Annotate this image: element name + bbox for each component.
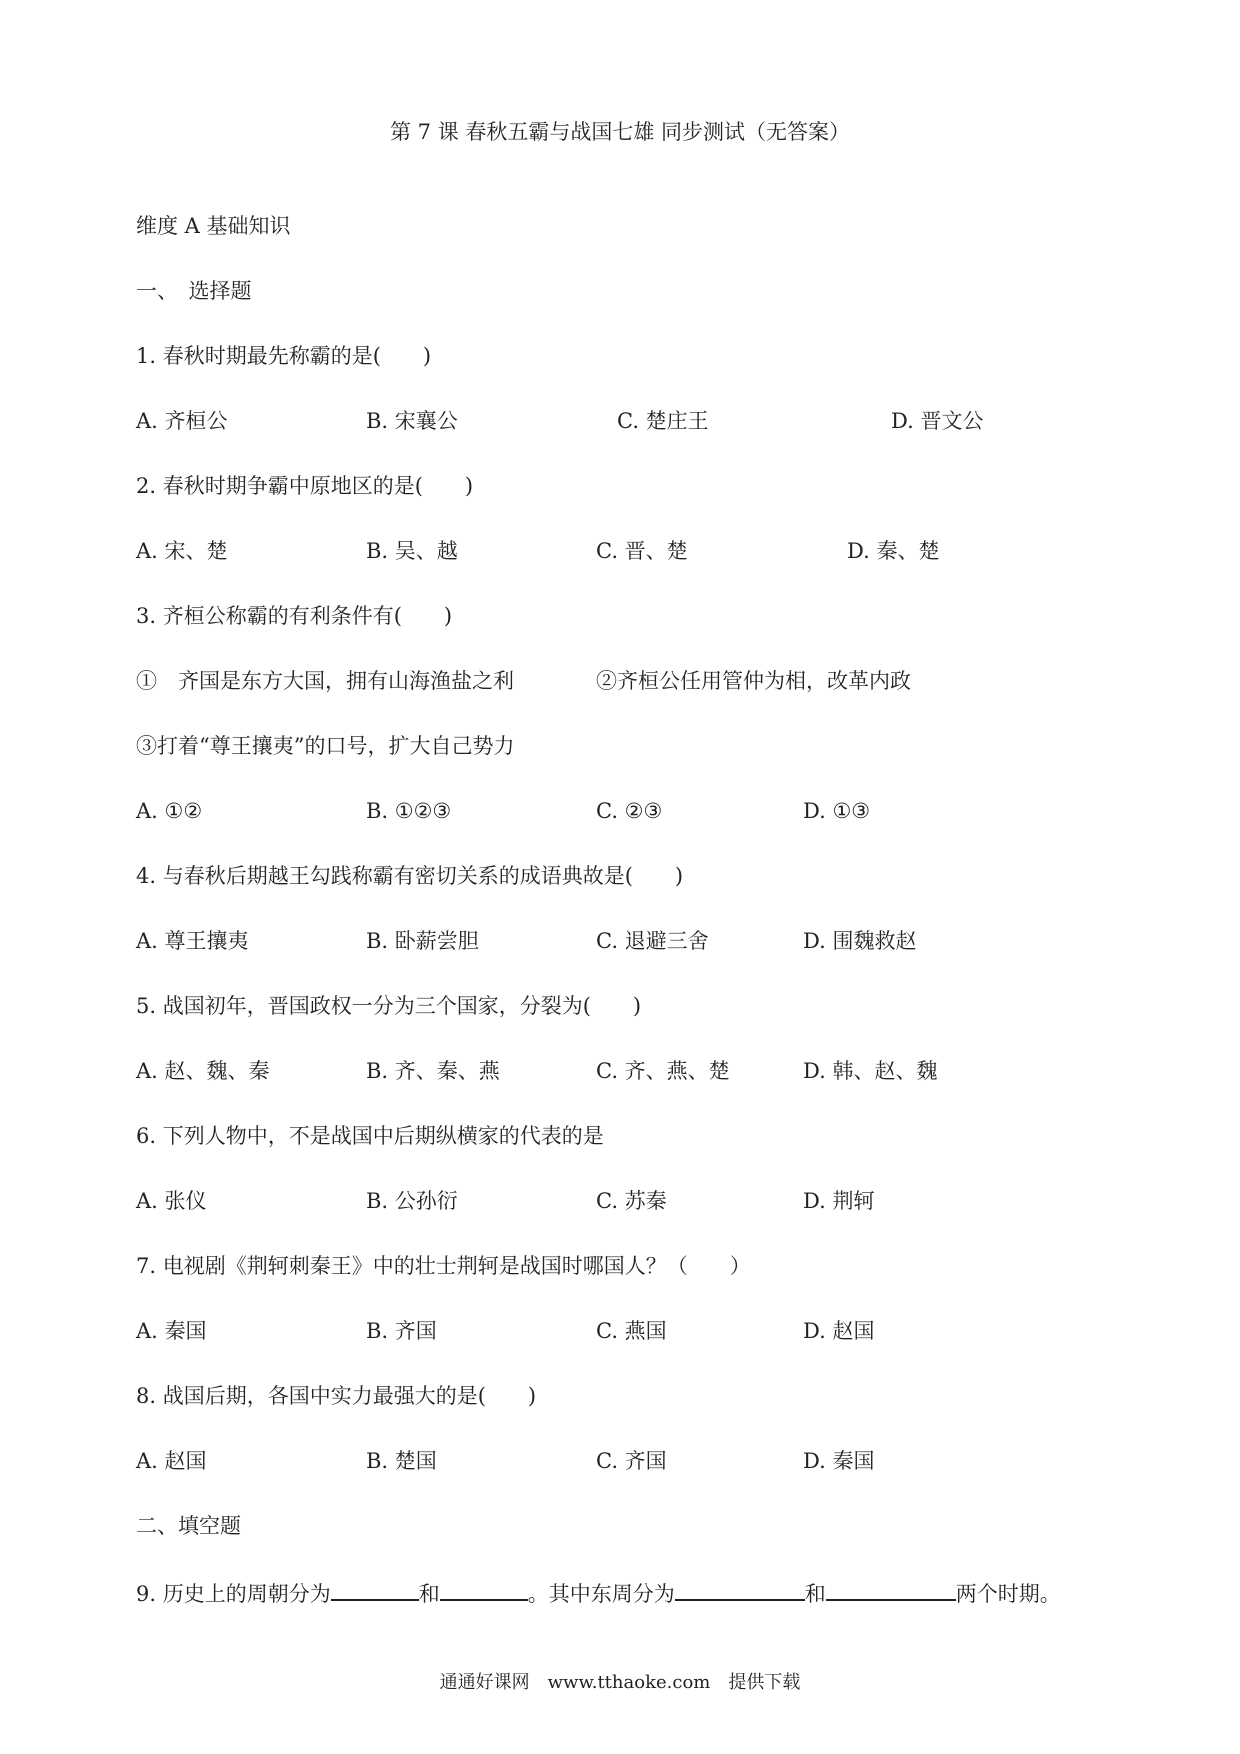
option-c: C. 退避三舍 [596, 929, 709, 953]
option-b: B. 吴、越 [366, 539, 458, 563]
option-d: D. 赵国 [803, 1319, 875, 1343]
option-b: B. 卧薪尝胆 [366, 929, 479, 953]
option-d: D. 围魏救赵 [803, 929, 917, 953]
option-a: A. 秦国 [136, 1319, 207, 1343]
option-a: A. 宋、楚 [136, 539, 228, 563]
condition-item: ③打着“尊王攘夷”的口号，扩大自己势力 [136, 734, 515, 758]
option-c: C. ②③ [596, 799, 663, 823]
option-d: D. ①③ [803, 799, 871, 823]
page-footer: 通通好课网 www.tthaoke.com 提供下载 [439, 1672, 801, 1693]
option-a: A. 赵国 [136, 1449, 207, 1473]
fill-text: 和 [804, 1582, 826, 1606]
part-heading-choice: 一、 选择题 [136, 279, 252, 303]
fill-text: 。其中东周分为 [527, 1582, 675, 1606]
question-stem: 6. 下列人物中，不是战国中后期纵横家的代表的是 [136, 1124, 604, 1148]
fill-text: 两个时期。 [955, 1582, 1061, 1606]
option-c: C. 燕国 [596, 1319, 667, 1343]
question-stem: 4. 与春秋后期越王勾践称霸有密切关系的成语典故是( ) [136, 864, 684, 888]
answer-blank[interactable] [331, 1577, 419, 1601]
question-stem: 2. 春秋时期争霸中原地区的是( ) [136, 474, 474, 498]
question-stem: 7. 电视剧《荆轲刺秦王》中的壮士荆轲是战国时哪国人？（ ） [136, 1254, 751, 1278]
page-title: 第 7 课 春秋五霸与战国七雄 同步测试（无答案） [389, 120, 851, 144]
answer-blank[interactable] [675, 1577, 805, 1601]
answer-blank[interactable] [440, 1577, 528, 1601]
option-b: B. 齐国 [366, 1319, 437, 1343]
section-heading: 维度 A 基础知识 [136, 214, 291, 238]
option-a: A. 赵、魏、秦 [136, 1059, 270, 1083]
option-c: C. 晋、楚 [596, 539, 688, 563]
option-c: C. 齐国 [596, 1449, 667, 1473]
option-b: B. 楚国 [366, 1449, 437, 1473]
fill-text: 9. 历史上的周朝分为 [136, 1582, 331, 1606]
option-c: C. 齐、燕、楚 [596, 1059, 730, 1083]
part-heading-fill: 二、填空题 [136, 1514, 241, 1538]
option-b: B. 公孙衍 [366, 1189, 458, 1213]
fill-question [136, 1577, 1061, 1608]
condition-item: ① 齐国是东方大国，拥有山海渔盐之利 [136, 669, 514, 693]
option-a: A. 张仪 [136, 1189, 207, 1213]
option-b: B. ①②③ [366, 799, 452, 823]
answer-blank[interactable] [826, 1577, 956, 1601]
option-a: A. 尊王攘夷 [136, 929, 249, 953]
question-stem: 1. 春秋时期最先称霸的是( ) [136, 344, 432, 368]
option-c: C. 楚庄王 [617, 409, 709, 433]
option-a: A. ①② [136, 799, 203, 823]
option-b: B. 宋襄公 [366, 409, 458, 433]
option-d: D. 晋文公 [891, 409, 984, 433]
option-d: D. 荆轲 [803, 1189, 875, 1213]
option-b: B. 齐、秦、燕 [366, 1059, 500, 1083]
question-stem: 8. 战国后期，各国中实力最强大的是( ) [136, 1384, 537, 1408]
option-d: D. 秦国 [803, 1449, 875, 1473]
question-stem: 5. 战国初年，晋国政权一分为三个国家，分裂为( ) [136, 994, 642, 1018]
fill-text: 和 [418, 1582, 440, 1606]
option-a: A. 齐桓公 [136, 409, 228, 433]
option-d: D. 韩、赵、魏 [803, 1059, 938, 1083]
option-d: D. 秦、楚 [847, 539, 940, 563]
condition-item: ②齐桓公任用管仲为相，改革内政 [596, 669, 911, 693]
option-c: C. 苏秦 [596, 1189, 667, 1213]
question-stem: 3. 齐桓公称霸的有利条件有( ) [136, 604, 453, 628]
